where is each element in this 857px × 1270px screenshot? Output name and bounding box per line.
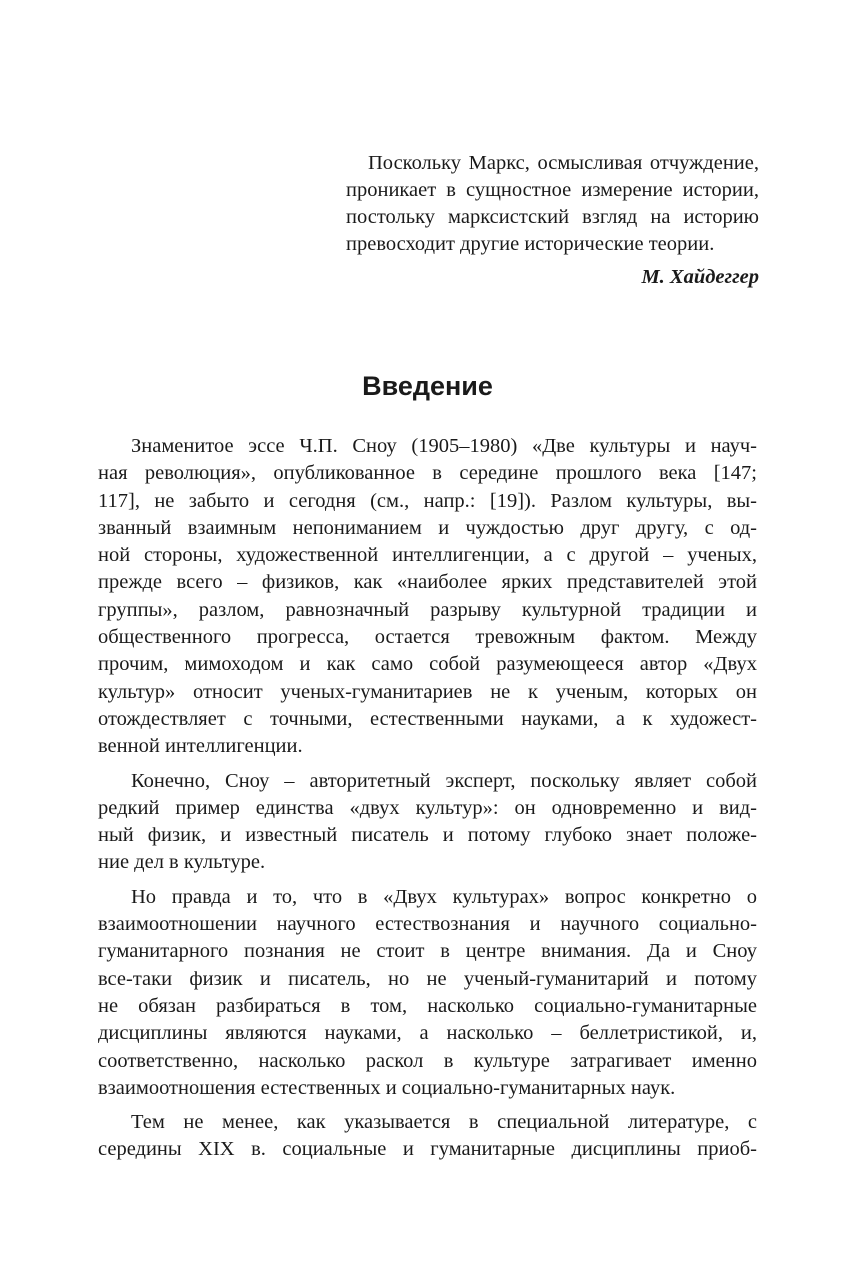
paragraph bbox=[98, 768, 757, 877]
text-line: Конечно, Сноу – авторитетный эксперт, поскольку являет собой bbox=[131, 769, 757, 792]
text-line: середины XIX в. социальные и гуманитарные дисциплины приоб- bbox=[98, 1138, 757, 1161]
text-line: взаимоотношении научного естествознания и научного социально- bbox=[98, 913, 757, 936]
text-line: ная революция», опубликованное в середине прошлого века [147; bbox=[98, 462, 757, 485]
text-line: редкий пример единства «двух культур»: он одновременно и вид- bbox=[98, 796, 757, 819]
text-line: все-таки физик и писатель, но не ученый-гуманитарий и потому bbox=[98, 967, 757, 990]
text-line: ной стороны, художественной интеллигенции, а с другой – ученых, bbox=[98, 544, 757, 567]
text-line: не обязан разбираться в том, насколько социально-гуманитарные bbox=[98, 994, 757, 1017]
paragraph bbox=[98, 1109, 757, 1164]
paragraph bbox=[98, 433, 757, 761]
text-line: культур» относит ученых-гуманитариев не к ученым, которых он bbox=[98, 680, 757, 703]
text-line: прежде всего – физиков, как «наиболее ярких представителей этой bbox=[98, 571, 757, 594]
text-line: прочим, мимоходом и как само собой разумеющееся автор «Двух bbox=[98, 653, 757, 676]
epigraph-quote: Поскольку Маркс, осмысливая отчуждение, проникает в сущностное измерение истории, постольку марксистский взгляд на историю превосходит другие исторические теории. bbox=[346, 152, 759, 255]
text-line: дисциплины являются науками, а насколько – беллетристикой, и, bbox=[98, 1022, 757, 1045]
text-line: отождествляет с точными, естественными науками, а к художест- bbox=[98, 707, 757, 730]
text-line: Знаменитое эссе Ч.П. Сноу (1905–1980) «Две культуры и науч- bbox=[131, 435, 757, 457]
text-line: званный взаимным непониманием и чуждостью друг другу, с од- bbox=[98, 516, 757, 539]
text-line: Но правда и то, что в «Двух культурах» вопрос конкретно о bbox=[131, 885, 757, 908]
paragraph bbox=[98, 884, 757, 1102]
chapter-heading: Введение bbox=[362, 371, 493, 401]
text-line: взаимоотношения естественных и социально-гуманитарных наук. bbox=[98, 1076, 676, 1099]
text-line: соответственно, насколько раскол в культуре затрагивает именно bbox=[98, 1049, 757, 1072]
text-line: Тем не менее, как указывается в специальной литературе, с bbox=[131, 1111, 757, 1134]
text-line: ный физик, и известный писатель и потому глубоко знает положе- bbox=[98, 824, 757, 847]
text-line: ние дел в культуре. bbox=[98, 851, 266, 874]
text-line: группы», разлом, равнозначный разрыву культурной традиции и bbox=[98, 598, 757, 621]
text-line: гуманитарного познания не стоит в центре внимания. Да и Сноу bbox=[98, 940, 757, 963]
body-text bbox=[98, 433, 757, 1171]
text-line: 117], не забыто и сегодня (см., напр.: [19]). Разлом культуры, вы- bbox=[98, 489, 757, 512]
epigraph-author: М. Хайдеггер bbox=[641, 266, 759, 288]
text-line: венной интеллигенции. bbox=[98, 735, 303, 758]
epigraph bbox=[346, 150, 759, 291]
text-line: общественного прогресса, остается тревожным фактом. Между bbox=[98, 626, 757, 649]
